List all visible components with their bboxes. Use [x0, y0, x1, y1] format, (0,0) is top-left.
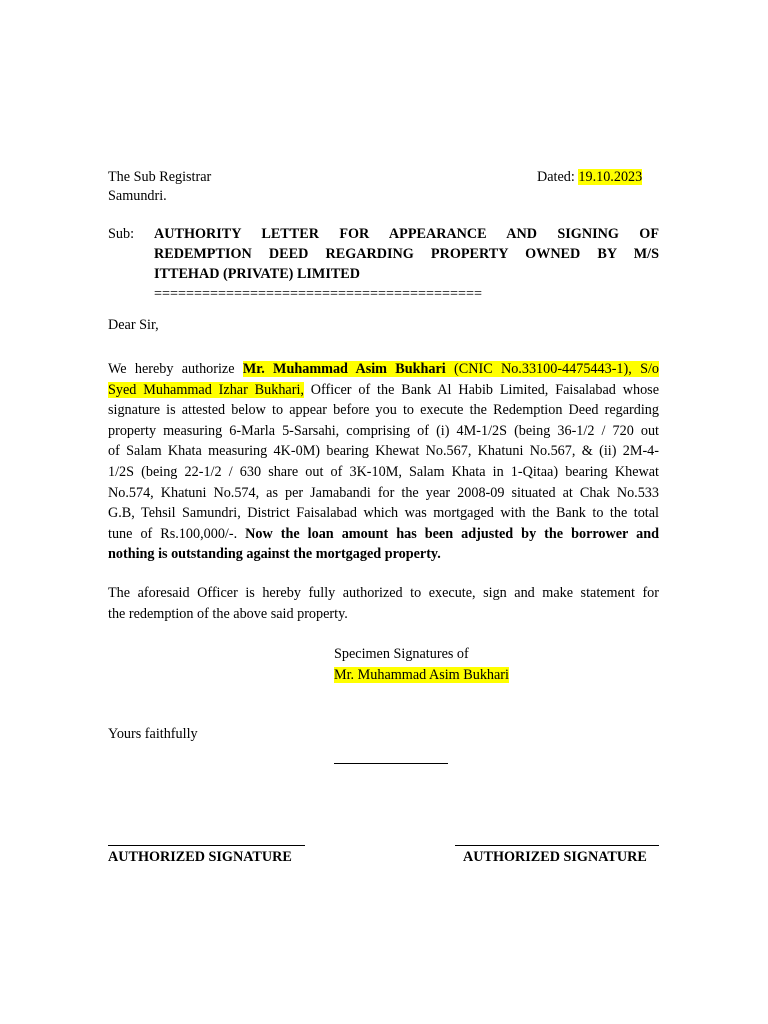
body-paragraph-1 — [108, 359, 659, 565]
body-line: The aforesaid Officer is hereby fully authorized to execute, sign and make statement for — [108, 585, 659, 601]
specimen-signature-line — [334, 763, 448, 764]
subject-line2: REDEMPTION DEED REGARDING PROPERTY OWNED BY M/S — [154, 246, 659, 262]
subject-text — [154, 224, 659, 284]
closing: Yours faithfully — [108, 726, 198, 742]
date-line — [537, 168, 642, 187]
authorized-signature-left: AUTHORIZED SIGNATURE — [108, 849, 292, 865]
body-line: G.B, Tehsil Samundri, District Faisalabad which was mortgaged with the Bank to the total — [108, 505, 659, 522]
cnic-text: (CNIC No.33100-4475443-1), S/o — [445, 361, 660, 377]
body-line: signature is attested below to appear before you to execute the Redemption Deed regarding — [108, 402, 659, 419]
signature-line-right — [455, 845, 659, 846]
dated-value: 19.10.2023 — [578, 169, 643, 185]
dated-label: Dated: — [537, 169, 575, 185]
body-line: nothing is outstanding against the mortgaged property. — [108, 546, 441, 563]
body-line: of Salam Khata measuring 4K-0M) bearing Khewat No.567, Khatuni No.567, & (ii) 2M-4- — [108, 443, 659, 460]
body-line9-bold: Now the loan amount has been adjusted by the borrower and — [245, 525, 659, 542]
body-paragraph-2 — [108, 583, 659, 624]
body-line — [108, 359, 659, 380]
body-line: No.574, Khatuni No.574, as per Jamabandi for the year 2008-09 situated at Chak No.533 — [108, 484, 659, 501]
subject-line3: ITTEHAD (PRIVATE) LIMITED — [154, 266, 361, 282]
body-line — [108, 380, 659, 401]
authorized-name: Mr. Muhammad Asim Bukhari — [242, 361, 446, 377]
body-line: property measuring 6-Marla 5-Sarsahi, comprising of (i) 4M-1/2S (being 36-1/2 / 720 out — [108, 422, 659, 439]
subject-label: Sub: — [108, 226, 135, 242]
specimen-block — [334, 644, 509, 686]
subject-line1: AUTHORITY LETTER FOR APPEARANCE AND SIGNING OF — [154, 226, 659, 242]
body-line — [108, 524, 659, 545]
specimen-name: Mr. Muhammad Asim Bukhari — [334, 667, 509, 683]
recipient-line1: The Sub Registrar — [108, 169, 212, 185]
body-line: the redemption of the above said property. — [108, 605, 348, 622]
authorized-signature-right: AUTHORIZED SIGNATURE — [463, 849, 647, 865]
body-line: 1/2S (being 22-1/2 / 630 share out of 3K-10M, Salam Khata in 1-Qitaa) bearing Khewat — [108, 463, 659, 480]
salutation: Dear Sir, — [108, 317, 159, 333]
father-name: Syed Muhammad Izhar Bukhari, — [108, 381, 304, 398]
body-line2-rest: Officer of the Bank Al Habib Limited, Faisalabad whose — [303, 381, 660, 398]
subject-rule: ========================================= — [154, 286, 483, 302]
specimen-label: Specimen Signatures of — [334, 646, 469, 662]
recipient-address — [108, 168, 211, 206]
signature-line-left — [108, 845, 305, 846]
body-line9-prefix: tune of Rs.100,000/-. — [108, 525, 246, 542]
recipient-line2: Samundri. — [108, 188, 167, 204]
body-prefix: We hereby authorize — [108, 361, 243, 377]
